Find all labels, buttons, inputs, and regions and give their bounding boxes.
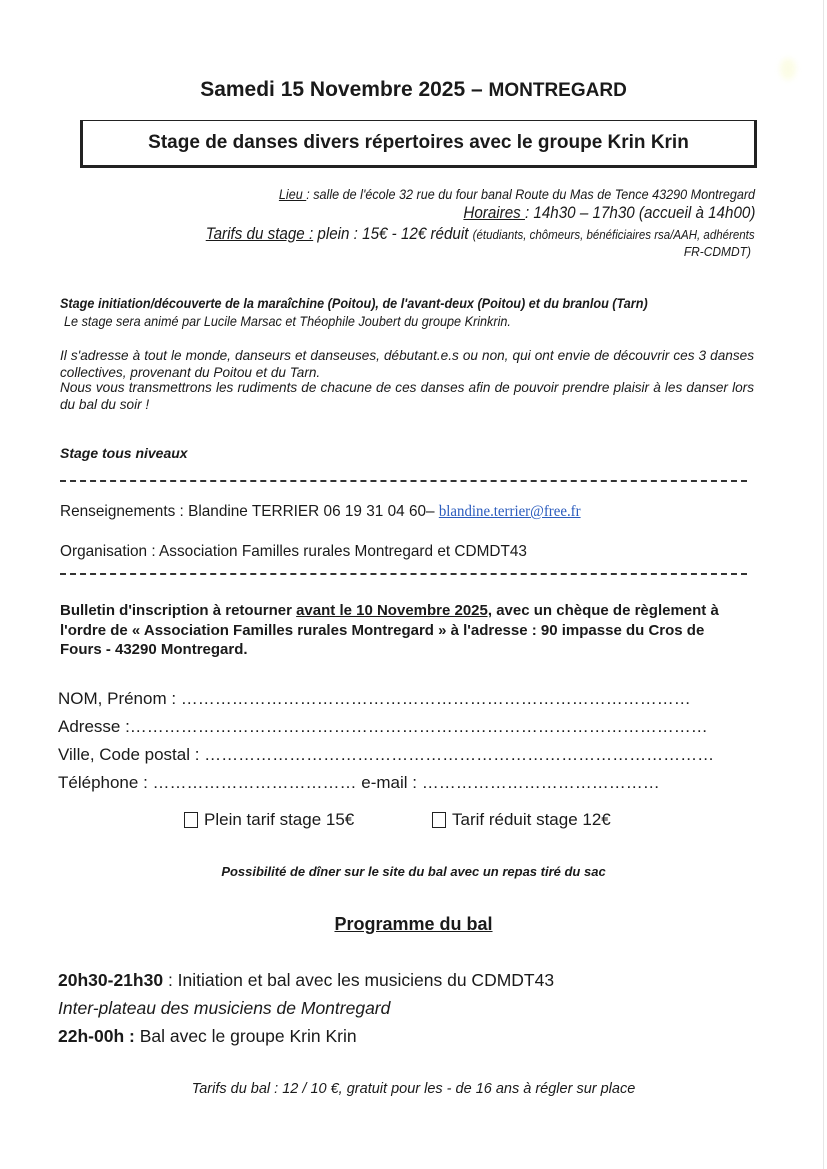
- programme-text: : Initiation et bal avec les musiciens du CDMDT43: [163, 970, 555, 990]
- description-paragraph: Nous vous transmettrons les rudiments de chacune de ces danses afin de pouvoir prendre plaisir à les danser lors du bal du soir !: [60, 380, 754, 412]
- programme-item: [58, 1026, 357, 1047]
- scan-smudge: [780, 58, 796, 80]
- tarifs-note: (étudiants, chômeurs, bénéficiaires rsa/AAH, adhérents: [473, 228, 755, 242]
- option-label: Tarif réduit stage 12€: [452, 810, 611, 829]
- lieu-value: : salle de l'école 32 rue du four banal Route du Mas de Tence 43290 Montregard: [306, 186, 755, 202]
- email-link[interactable]: blandine.terrier@free.fr: [438, 503, 581, 520]
- checkbox-icon[interactable]: [432, 812, 446, 828]
- bulletin-text: Bulletin d'inscription à retourner: [60, 602, 297, 619]
- tarifs-note-continued: FR-CDMDT): [683, 244, 751, 259]
- programme-text: Bal avec le groupe Krin Krin: [134, 1026, 357, 1046]
- horaires-value: : 14h30 – 17h30 (accueil à 14h00): [524, 204, 755, 222]
- stage-title-box: [80, 120, 757, 168]
- form-field-ville[interactable]: Ville, Code postal : ………………………………………………………………………………: [58, 745, 715, 764]
- info-lieu: [279, 186, 755, 202]
- stage-intro: Stage initiation/découverte de la maraîchine (Poitou), de l'avant-deux (Poitou) et du branlou (Tarn): [60, 296, 648, 311]
- bulletin-text-2: avec un chèque de règlement à l'ordre de « Association Familles rurales Montregard » à l'adresse : 90 impasse du Cros de Fours - 43290 Montregard.: [60, 602, 719, 658]
- option-label: Plein tarif stage 15€: [204, 810, 355, 829]
- stage-title: Stage de danses divers répertoires avec le groupe Krin Krin: [148, 132, 689, 153]
- description-paragraph: Il s'adresse à tout le monde, danseurs et danseuses, débutant.e.s ou non, qui ont envie de découvrir ces 3 danses collectives, provenant du Poitou et du Tarn.: [60, 348, 754, 380]
- info-horaires: [463, 204, 755, 223]
- page-edge: [823, 0, 824, 1169]
- lieu-label: Lieu: [278, 186, 307, 202]
- title-separator: –: [465, 78, 489, 101]
- tarifs-bal: Tarifs du bal : 12 / 10 €, gratuit pour les - de 16 ans à régler sur place: [191, 1081, 636, 1097]
- form-field-nom[interactable]: NOM, Prénom : ………………………………………………………………………………: [58, 689, 691, 708]
- page-title: [0, 78, 827, 102]
- horaires-label: Horaires: [463, 204, 525, 222]
- event-place: MONTREGARD: [488, 80, 627, 101]
- stage-animators: Le stage sera animé par Lucile Marsac et Théophile Joubert du groupe Krinkrin.: [64, 314, 511, 329]
- contact-info: [60, 503, 581, 521]
- option-plein-tarif[interactable]: [184, 810, 354, 830]
- programme-text: Inter-plateau des musiciens de Montregard: [58, 998, 391, 1018]
- tarifs-value: plein : 15€ - 12€ réduit: [313, 225, 474, 243]
- contact-text: Renseignements : Blandine TERRIER 06 19 31 04 60–: [60, 503, 439, 520]
- checkbox-icon[interactable]: [184, 812, 198, 828]
- dashed-divider: [60, 480, 747, 482]
- option-tarif-reduit[interactable]: [432, 810, 611, 830]
- info-tarifs: [206, 225, 755, 244]
- stage-level: Stage tous niveaux: [60, 445, 188, 461]
- form-field-telephone-email[interactable]: Téléphone : ……………………………… e-mail : ……………………………………: [58, 773, 660, 792]
- diner-note: Possibilité de dîner sur le site du bal avec un repas tiré du sac: [221, 864, 606, 879]
- tarifs-label: Tarifs du stage :: [206, 225, 314, 243]
- form-field-adresse[interactable]: Adresse :…………………………………………………………………………………………: [58, 717, 708, 736]
- programme-time: 22h-00h :: [58, 1026, 135, 1046]
- programme-time: 20h30-21h30: [58, 970, 164, 990]
- bulletin-deadline: avant le 10 Novembre 2025,: [296, 602, 493, 619]
- programme-title: Programme du bal: [334, 914, 493, 934]
- programme-item: [58, 998, 390, 1019]
- programme-item: [58, 970, 554, 991]
- event-date: Samedi 15 Novembre 2025: [200, 78, 466, 101]
- bulletin-instructions: [60, 601, 750, 660]
- organisation-info: Organisation : Association Familles rurales Montregard et CDMDT43: [60, 543, 527, 560]
- dashed-divider: [60, 573, 747, 575]
